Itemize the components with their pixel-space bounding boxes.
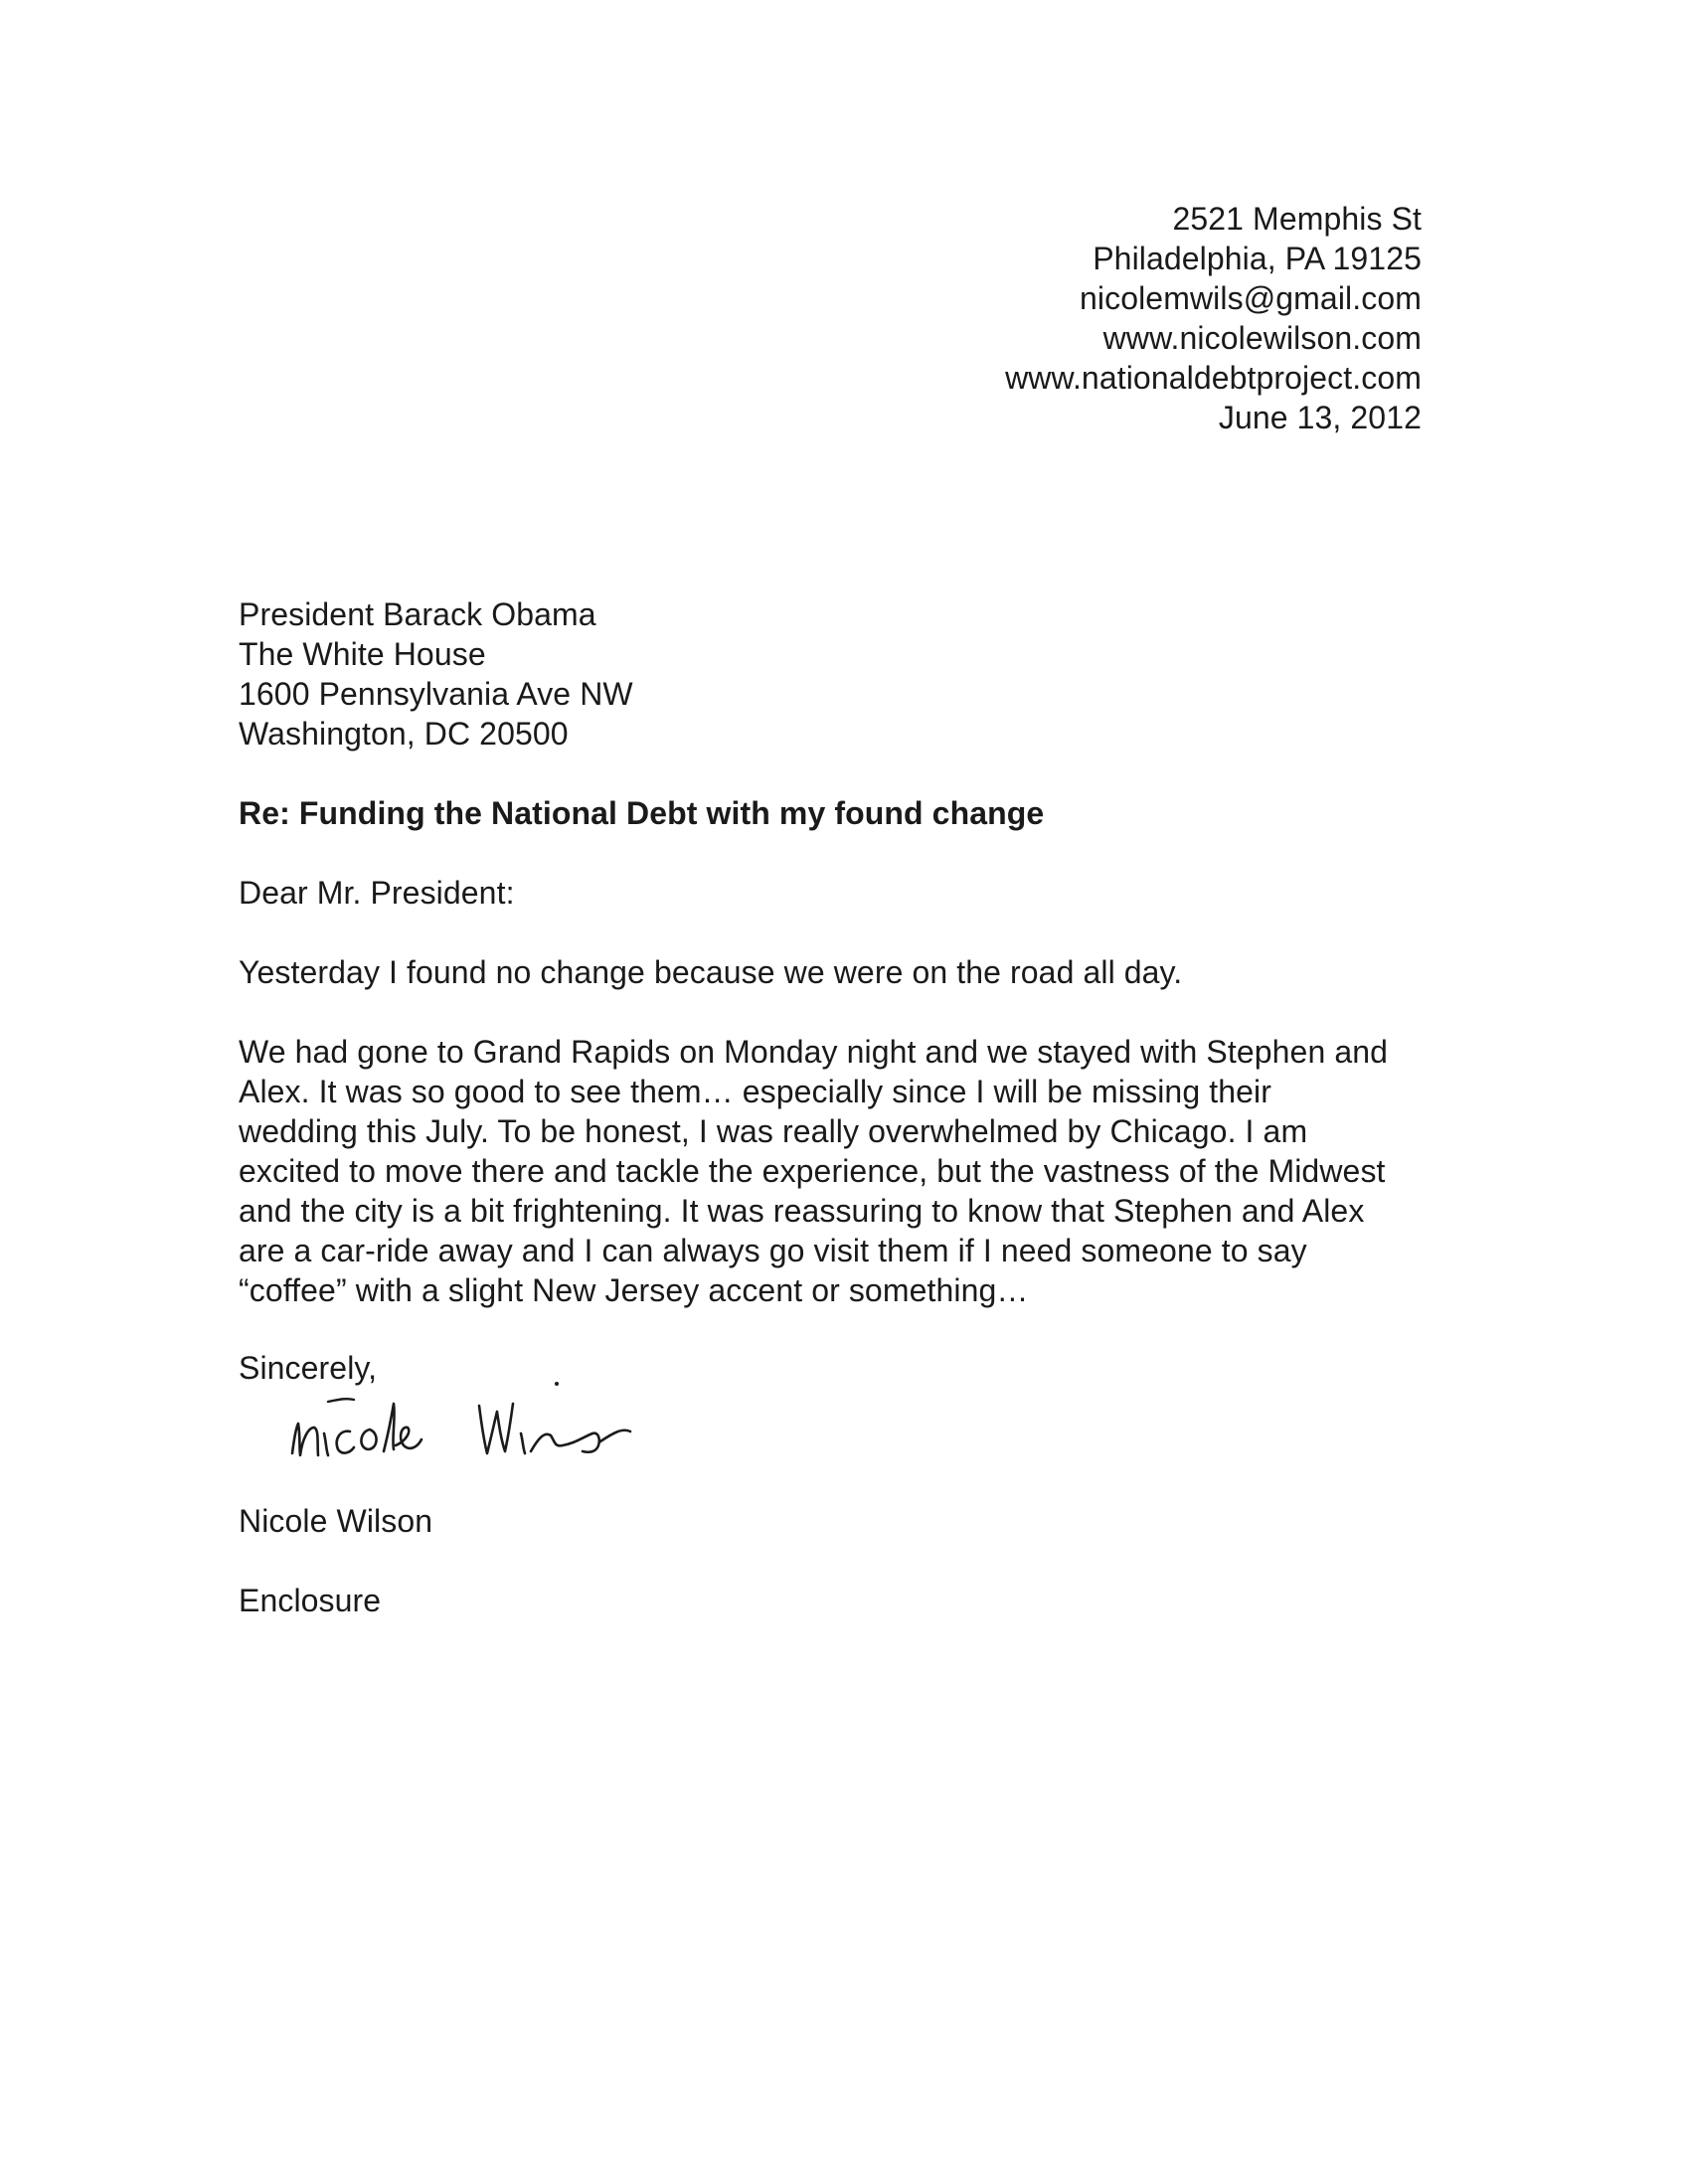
enclosure-note: Enclosure [239, 1583, 382, 1618]
sender-city-line: Philadelphia, PA 19125 [1093, 241, 1422, 276]
sender-street: 2521 Memphis St [1172, 201, 1422, 237]
letter-date: June 13, 2012 [1218, 400, 1422, 435]
subject-line: Re: Funding the National Debt with my found change [239, 795, 1045, 831]
handwritten-signature [284, 1376, 692, 1485]
recipient-street: 1600 Pennsylvania Ave NW [239, 676, 633, 712]
recipient-city-line: Washington, DC 20500 [239, 716, 569, 752]
body-paragraph-2-line: are a car-ride away and I can always go visit them if I need someone to say [239, 1233, 1307, 1268]
closing: Sincerely, [239, 1350, 378, 1386]
body-paragraph-2-line: “coffee” with a slight New Jersey accent or something… [239, 1272, 1029, 1308]
body-paragraph-2-line: We had gone to Grand Rapids on Monday night and we stayed with Stephen and [239, 1034, 1389, 1070]
sender-website-1: www.nicolewilson.com [1102, 320, 1422, 356]
sender-website-2: www.nationaldebtproject.com [1005, 360, 1422, 396]
sender-email: nicolemwils@gmail.com [1080, 280, 1422, 316]
body-paragraph-2-line: Alex. It was so good to see them… especially since I will be missing their [239, 1074, 1271, 1109]
body-paragraph-2-line: and the city is a bit frightening. It was reassuring to know that Stephen and Alex [239, 1193, 1365, 1229]
salutation: Dear Mr. President: [239, 875, 515, 911]
recipient-name: President Barack Obama [239, 596, 596, 632]
body-paragraph-2-line: excited to move there and tackle the experience, but the vastness of the Midwest [239, 1153, 1386, 1189]
body-paragraph-2-line: wedding this July. To be honest, I was really overwhelmed by Chicago. I am [239, 1113, 1308, 1149]
body-paragraph-1: Yesterday I found no change because we were on the road all day. [239, 954, 1183, 990]
signer-name: Nicole Wilson [239, 1503, 433, 1539]
recipient-org: The White House [239, 636, 486, 672]
